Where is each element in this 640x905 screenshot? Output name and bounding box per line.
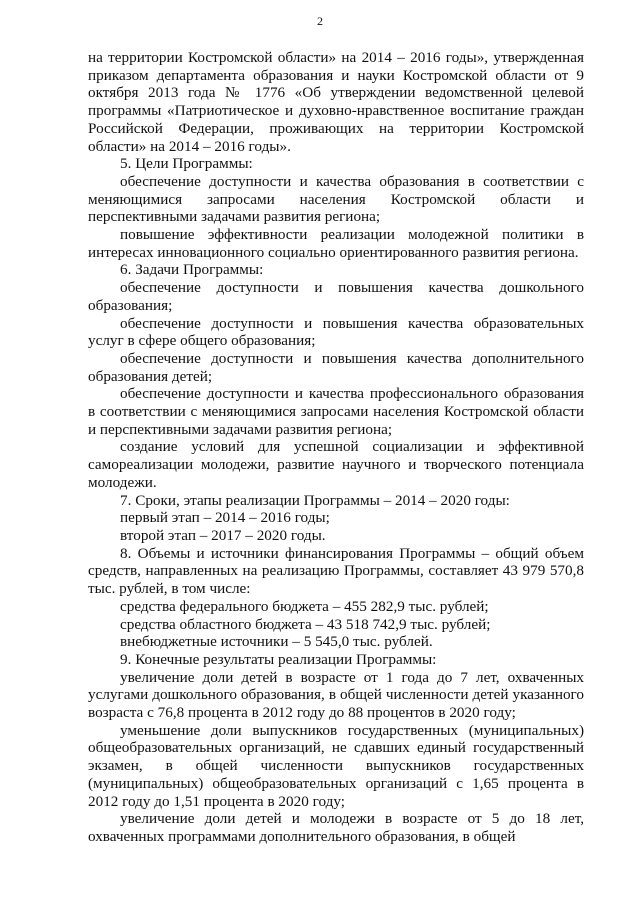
paragraph: на территории Костромской области» на 2014 – 2016 годы», утвержденная приказом департамента образования и науки Костромской области от 9 октября 2013 года № 1776 «Об утверждении ведомственной целевой программы «Патриотическое и духовно-нравственное воспитание граждан Российской Федерации, проживающих на территории Костромской области» на 2014 – 2016 годы». (88, 49, 584, 155)
paragraph: средства областного бюджета – 43 518 742,9 тыс. рублей; (120, 615, 491, 633)
paragraph: обеспечение доступности и повышения качества дошкольного образования; (88, 279, 584, 314)
section-heading-goals: 5. Цели Программы: (120, 155, 253, 173)
section-heading-timeline: 7. Сроки, этапы реализации Программы – 2014 – 2020 годы: (120, 491, 510, 509)
paragraph: средства федерального бюджета – 455 282,9 тыс. рублей; (120, 597, 489, 615)
paragraph: обеспечение доступности и повышения качества дополнительного образования детей; (88, 349, 584, 385)
section-heading-tasks: 6. Задачи Программы: (120, 261, 264, 279)
paragraph: увеличение доли детей в возрасте от 1 года до 7 лет, охваченных услугами дошкольного образования, в общей численности детей указанного возраста с 76,8 процента в 2012 году до 88 процентов в 2020 году; (88, 668, 584, 722)
paragraph: увеличение доли детей и молодежи в возрасте от 5 до 18 лет, охваченных программами дополнительного образования, в общей (88, 810, 584, 845)
paragraph: первый этап – 2014 – 2016 годы; (120, 509, 330, 527)
section-heading-results: 9. Конечные результаты реализации Программы: (120, 650, 437, 668)
paragraph: создание условий для успешной социализации и эффективной самореализации молодежи, развитие научного и творческого потенциала молодежи. (88, 438, 584, 491)
paragraph: обеспечение доступности и качества профессионального образования в соответствии с меняющимися запросами населения Костромской области и перспективными задачами развития региона; (88, 385, 584, 438)
paragraph: обеспечение доступности и повышения качества образовательных услуг в сфере общего образования; (88, 314, 584, 350)
paragraph: повышение эффективности реализации молодежной политики в интересах инновационного социально ориентированного развития региона. (88, 226, 584, 261)
page-number: 2 (317, 14, 323, 28)
paragraph: второй этап – 2017 – 2020 годы. (120, 526, 326, 544)
paragraph: обеспечение доступности и качества образования в соответствии с меняющимися запросами населения Костромской области и перспективными задачами развития региона; (88, 172, 584, 226)
paragraph: уменьшение доли выпускников государственных (муниципальных) общеобразовательных организаций, не сдавших единый государственный экзамен, в общей численности выпускников государственных (муниципальных) общеобразовательных организаций с 1,65 процента в 2012 году до 1,51 процента в 2020 году; (88, 721, 584, 810)
document-body (88, 49, 584, 846)
section-heading-funding: 8. Объемы и источники финансирования Программы – общий объем средств, направленных на реализацию Программы, составляет 43 979 570,8 тыс. рублей, в том числе: (88, 544, 584, 598)
paragraph: внебюджетные источники – 5 545,0 тыс. рублей. (120, 633, 433, 651)
